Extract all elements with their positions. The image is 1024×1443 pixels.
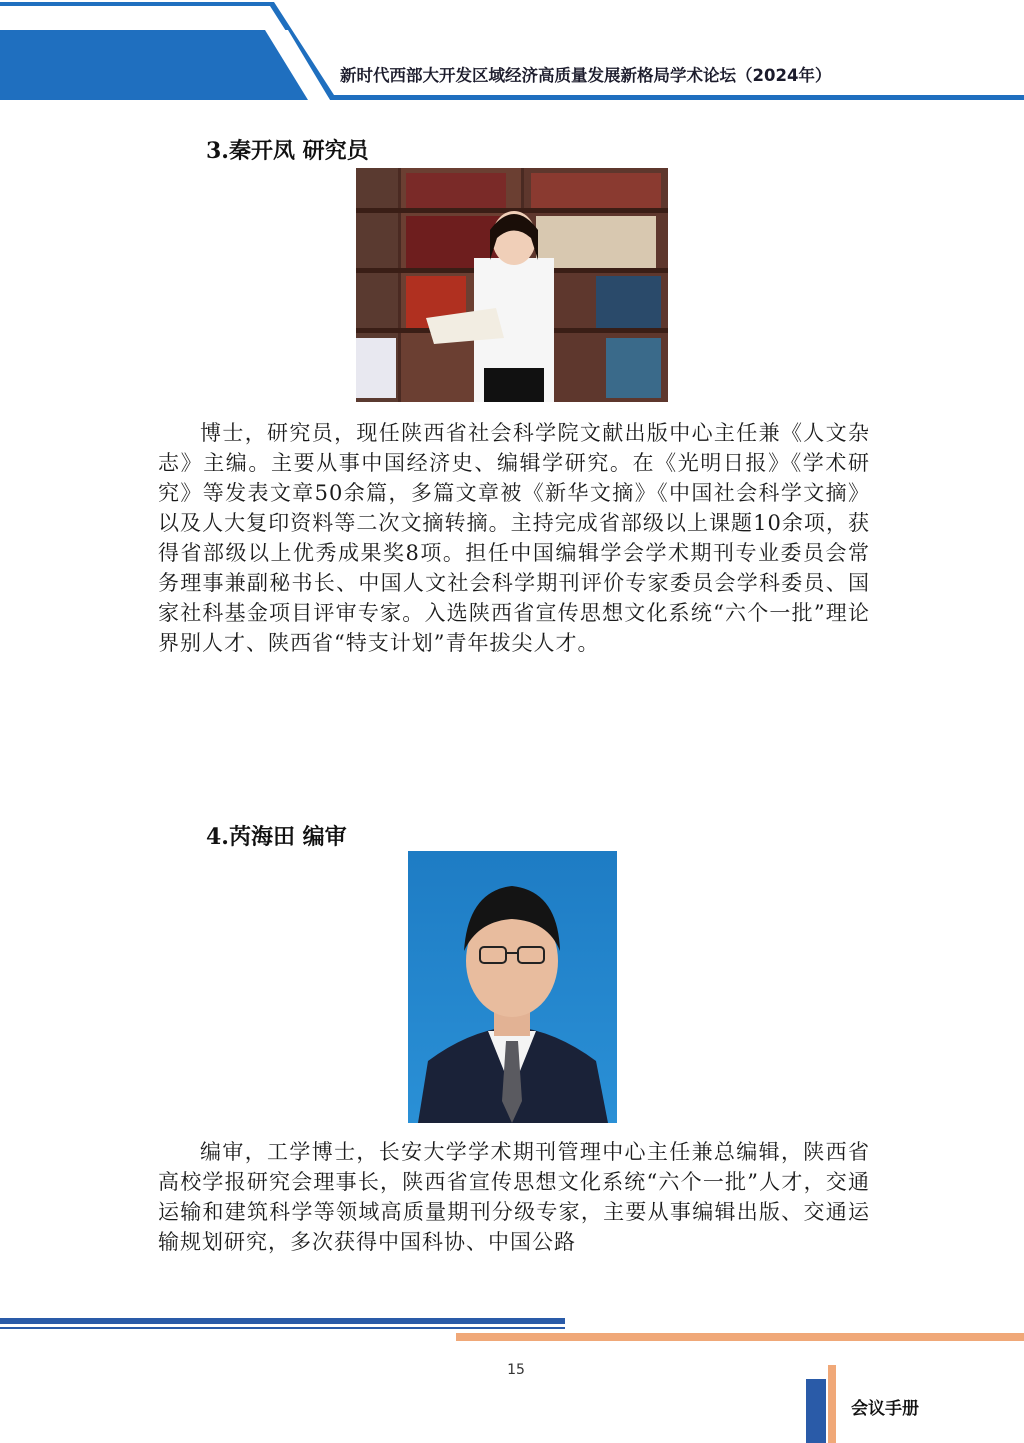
section-heading-3: 3.秦开凤 研究员: [206, 138, 369, 164]
footer-label: 会议手册: [851, 1399, 919, 1419]
page-number: 15: [507, 1362, 525, 1378]
bio-paragraph-2: [158, 1137, 870, 1257]
bio-text-2: 编审，工学博士，长安大学学术期刊管理中心主任兼总编辑，陕西省高校学报研究会理事长，陕西省宣传思想文化系统“六个一批”人才，交通运输和建筑科学等领域高质量期刊分级专家，主要从事编辑出版、交通运输规划研究，多次获得中国科协、中国公路: [158, 1140, 870, 1254]
header-title: 新时代西部大开发区域经济高质量发展新格局学术论坛（2024年）: [340, 66, 832, 85]
portrait-photo-1: [356, 168, 668, 402]
header-band: [0, 0, 1024, 110]
section-heading-4: 4.芮海田 编审: [206, 824, 347, 850]
portrait-photo-2: [408, 851, 617, 1123]
bio-paragraph-1: [158, 418, 870, 658]
bio-text-1: 博士，研究员，现任陕西省社会科学院文献出版中心主任兼《人文杂志》主编。主要从事中国经济史、编辑学研究。在《光明日报》《学术研究》等发表文章50余篇，多篇文章被《新华文摘》《中国社会科学文摘》以及人大复印资料等二次文摘转摘。主持完成省部级以上课题10余项，获得省部级以上优秀成果奖8项。担任中国编辑学会学术期刊专业委员会常务理事兼副秘书长、中国人文社会科学期刊评价专家委员会学科委员、国家社科基金项目评审专家。入选陕西省宣传思想文化系统“六个一批”理论界别人才、陕西省“特支计划”青年拔尖人才。: [158, 421, 870, 655]
bottom-divider-bars: [0, 1315, 1024, 1345]
